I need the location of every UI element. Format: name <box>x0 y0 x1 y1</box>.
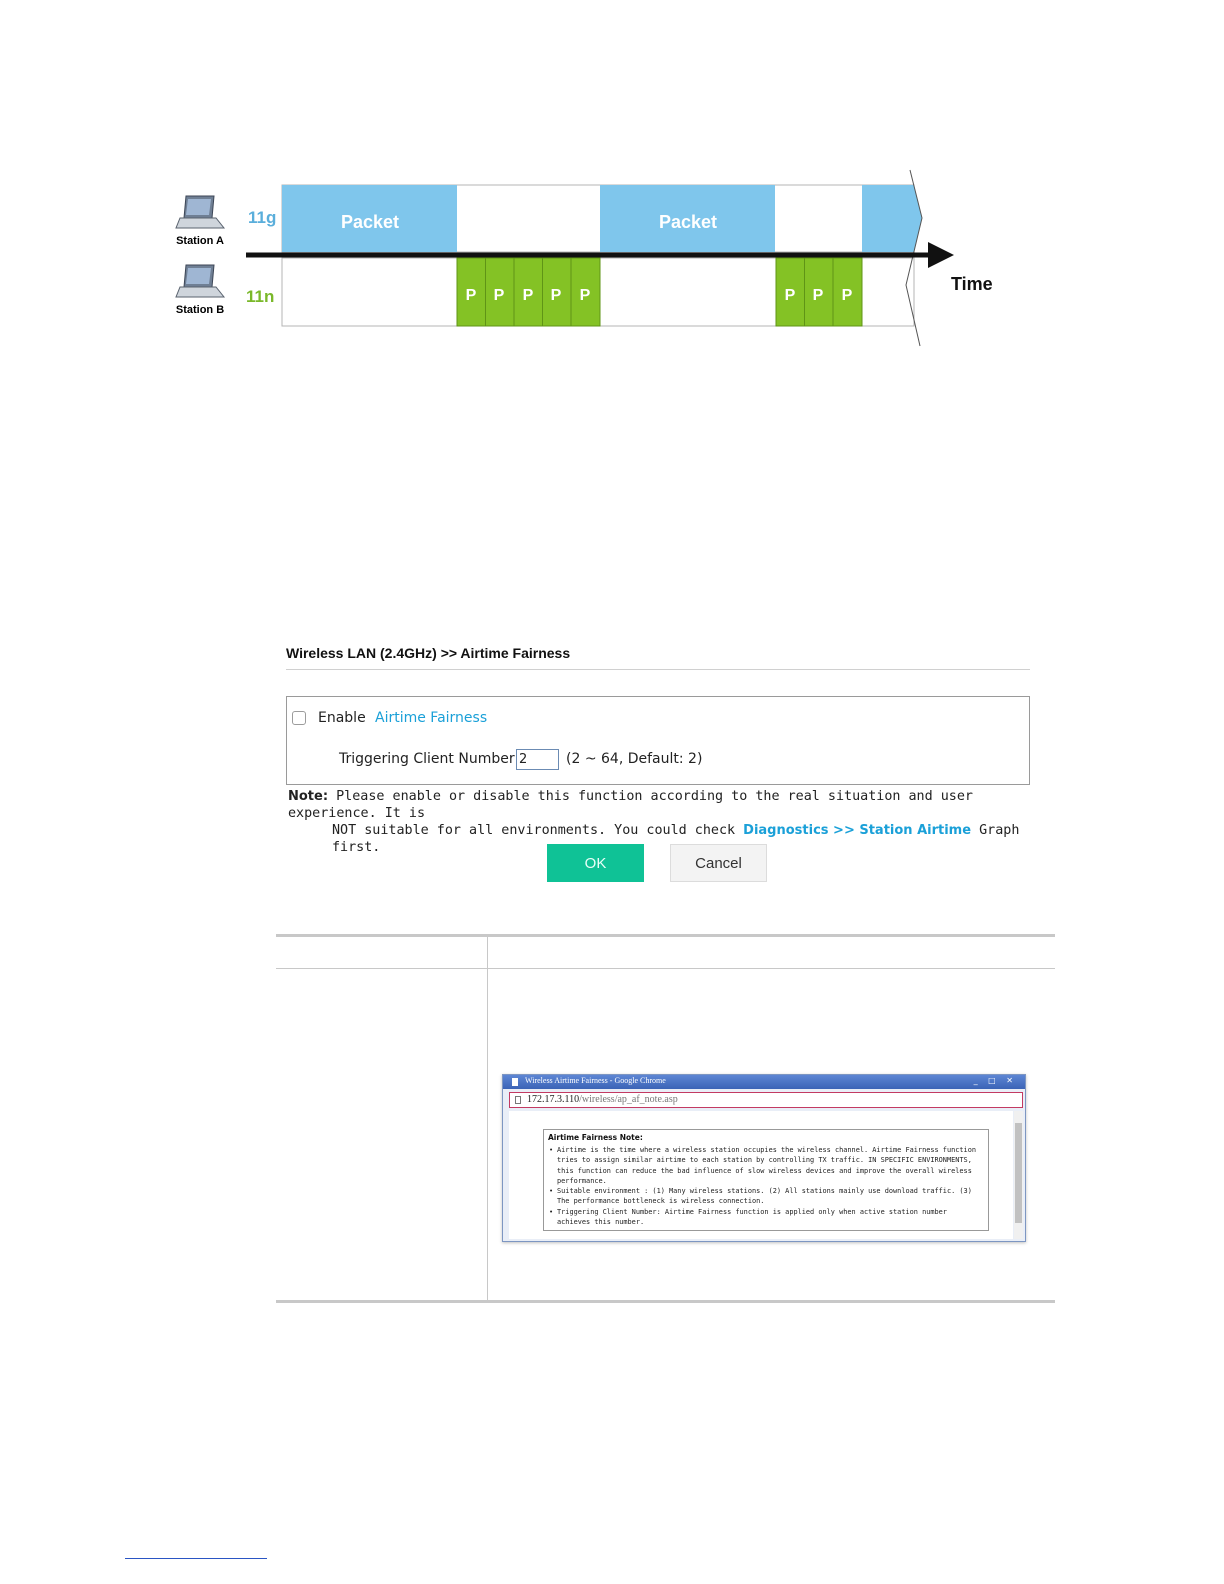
packet-label: Packet <box>658 212 718 232</box>
window-controls-icon[interactable]: _ □ ✕ <box>973 1076 1017 1085</box>
ok-button[interactable]: OK <box>547 844 644 882</box>
time-arrow-head <box>928 242 954 268</box>
popup-window-title: Wireless Airtime Fairness - Google Chrome <box>525 1076 666 1085</box>
note-line-1: Please enable or disable this function according to the real situation and user experience. It is <box>288 789 973 821</box>
packet-label: Packet <box>340 212 400 232</box>
table-top-border <box>276 934 1055 937</box>
page-title: Wireless LAN (2.4GHz) >> Airtime Fairness <box>286 645 571 661</box>
note-item: • Suitable environment : (1) Many wireless stations. (2) All stations mainly use download traffic. (3) The performance bottleneck is wireless connection. <box>549 1187 972 1206</box>
p-label: P <box>550 287 562 304</box>
time-label: Time <box>951 274 993 294</box>
lane-11g-label: 11g <box>248 208 277 227</box>
table-column-divider <box>487 937 488 1302</box>
note-box-title: Airtime Fairness Note: <box>548 1133 643 1142</box>
p-label: P <box>812 287 824 304</box>
note-item: • Triggering Client Number: Airtime Fairness function is applied only when active station number achieves this number. <box>549 1207 947 1227</box>
p-label: P <box>522 287 534 304</box>
laptop-icon <box>176 265 224 297</box>
p-label: P <box>465 287 477 304</box>
p-label: P <box>841 287 853 304</box>
enable-checkbox[interactable] <box>292 711 306 725</box>
triggering-client-range: (2 ~ 64, Default: 2) <box>566 751 703 767</box>
triggering-client-input[interactable] <box>516 749 559 770</box>
popup-address-bar[interactable] <box>509 1092 1023 1108</box>
table-bottom-border <box>276 1300 1055 1303</box>
popup-content <box>509 1111 1013 1239</box>
p-label: P <box>784 287 796 304</box>
popup-titlebar <box>503 1075 1025 1089</box>
note-line-3: Graph first. <box>332 823 1020 855</box>
footer-link-underline <box>125 1558 267 1559</box>
p-label: P <box>493 287 505 304</box>
popup-url: 172.17.3.110/wireless/ap_af_note.asp <box>527 1094 678 1105</box>
document-icon <box>515 1096 521 1104</box>
lane-11n-label: 11n <box>246 287 275 306</box>
station-b-caption: Station B <box>175 304 225 316</box>
page-icon <box>512 1078 518 1086</box>
laptop-icon <box>176 196 224 228</box>
note-label: Note: <box>288 789 329 804</box>
cancel-button[interactable]: Cancel <box>670 844 767 882</box>
table-header-divider <box>276 968 1055 969</box>
airtime-note-popup-window <box>502 1074 1026 1242</box>
diagnostics-station-airtime-link[interactable]: Diagnostics >> Station Airtime <box>743 823 972 838</box>
enable-label: Enable <box>318 710 366 726</box>
station-a-caption: Station A <box>176 235 224 247</box>
airtime-fairness-note-box <box>543 1129 989 1231</box>
p-label: P <box>579 287 591 304</box>
scrollbar-thumb[interactable] <box>1015 1123 1022 1223</box>
title-divider <box>286 669 1030 670</box>
airtime-timeline-diagram <box>160 165 1020 355</box>
note-text <box>288 788 1028 856</box>
popup-scrollbar[interactable] <box>1014 1111 1023 1239</box>
note-item: • Airtime is the time where a wireless station occupies the wireless channel. Airtime Fairness function tries to assign similar airtime to each station by controlling TX traffic. IN SPECIFIC ENVIRONMENTS, this function can reduce the bad influence of slow wireless devices and improve the overall wireless performance. <box>549 1146 976 1185</box>
packet-block-partial <box>862 185 922 252</box>
triggering-client-label: Triggering Client Number <box>339 751 515 767</box>
airtime-fairness-link[interactable]: Airtime Fairness <box>375 710 488 726</box>
note-line-2: NOT suitable for all environments. You could check <box>332 823 736 838</box>
